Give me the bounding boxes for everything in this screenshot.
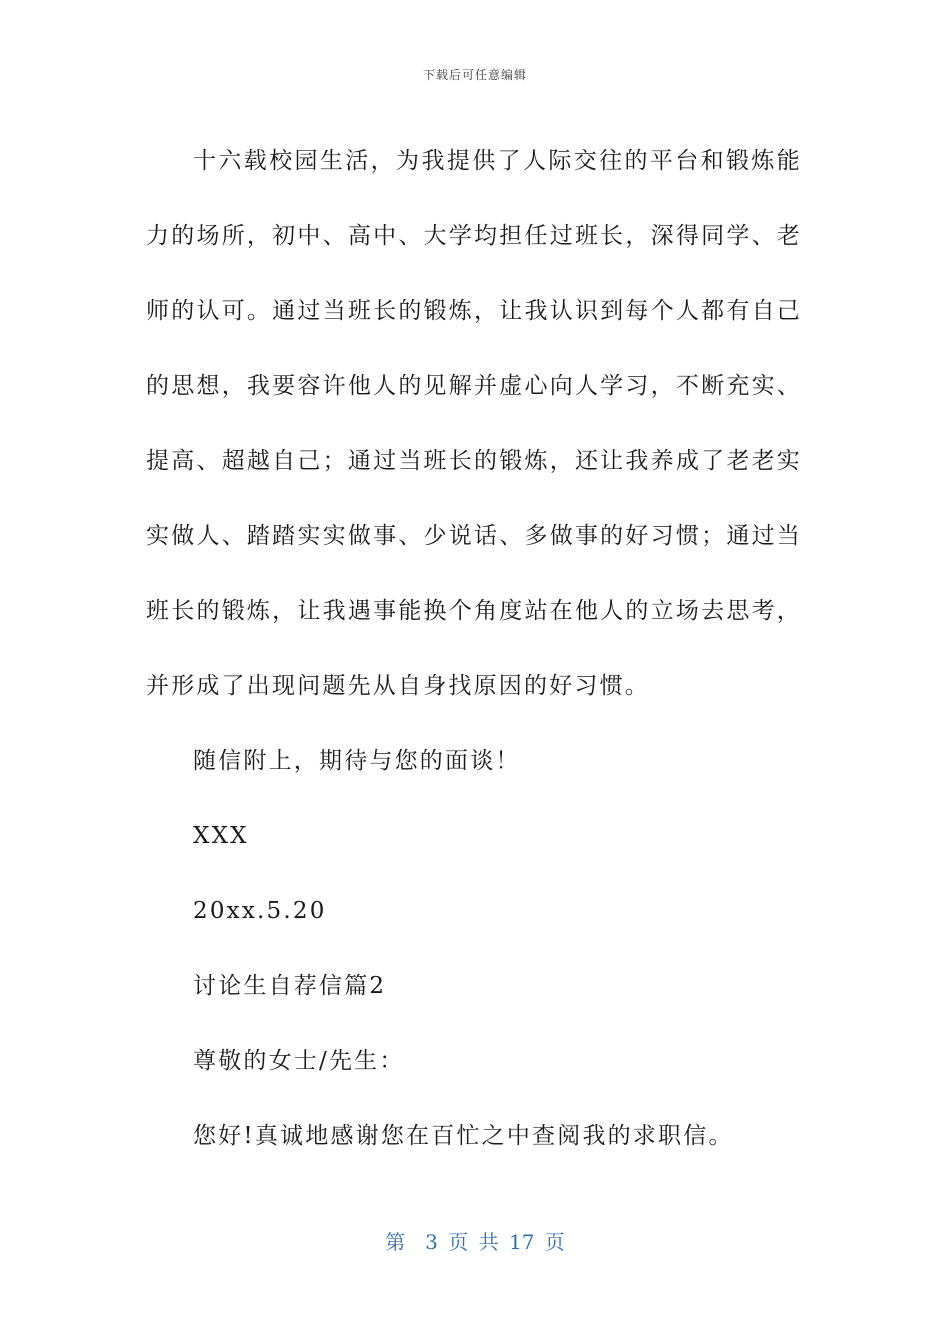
document-body xyxy=(146,124,802,1174)
page-number-footer: 第 3 页 共 17 页 xyxy=(385,1230,565,1254)
page-header: 下载后可任意编辑 xyxy=(422,68,527,82)
paragraph-greeting: 您好!真诚地感谢您在百忙之中查阅我的求职信。 xyxy=(193,1123,734,1149)
paragraph-closing: 随信附上，期待与您的面谈！ xyxy=(193,748,521,774)
paragraph-experience: 十六载校园生活，为我提供了人际交往的平台和锻炼能力的场所，初中、高中、大学均担任过班长，深得同学、老师的认可。通过当班长的锻炼，让我认识到每个人都有自己的思想，我要容许他人的见解并虚心向人学习，不断充实、提高、超越自己；通过当班长的锻炼，还让我养成了老老实实做人、踏踏实实做事、少说话、多做事的好习惯；通过当班长的锻炼，让我遇事能换个角度站在他人的立场去思考，并形成了出现问题先从自身找原因的好习惯。 xyxy=(146,148,802,699)
signature-date: 20xx.5.20 xyxy=(193,898,327,924)
signature-name: XXX xyxy=(193,823,249,849)
section-title: 讨论生自荐信篇2 xyxy=(193,973,387,999)
salutation: 尊敬的女士/先生： xyxy=(193,1048,405,1074)
